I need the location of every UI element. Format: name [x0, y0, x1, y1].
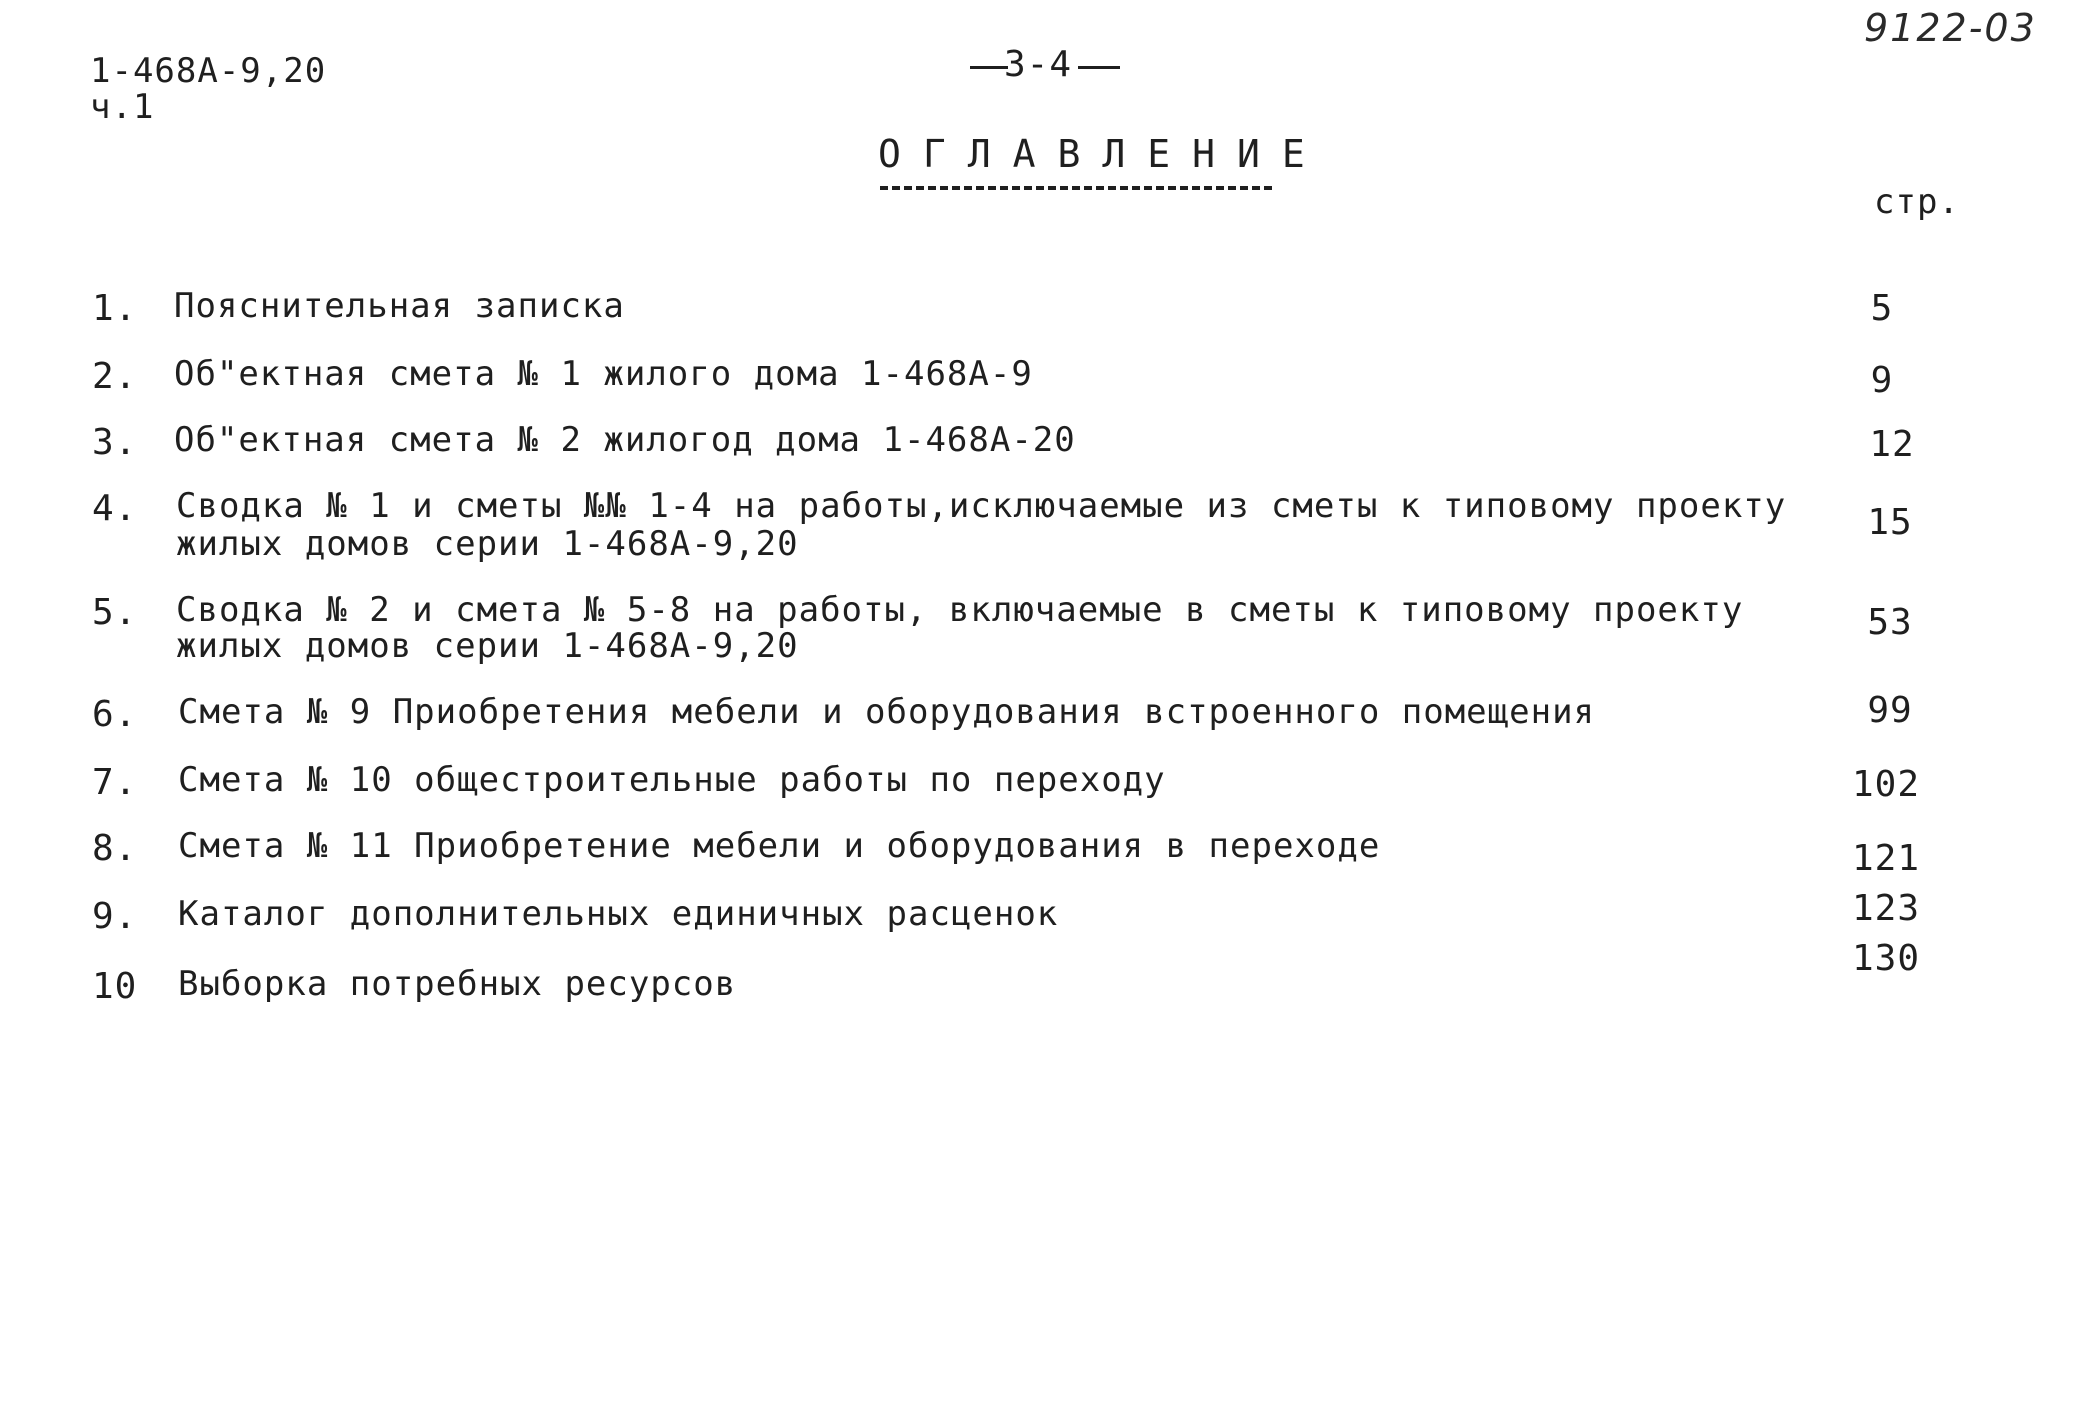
- document-code: 1-468А-9,20: [90, 51, 327, 91]
- entry-title-line: Сводка № 2 и смета № 5-8 на работы, включаемые в сметы к типовому проекту: [176, 590, 1744, 630]
- entry-title-line: жилых домов серии 1-468А-9,20: [176, 626, 799, 666]
- entry-number: 9.: [92, 896, 138, 937]
- entry-page: 130: [1851, 938, 1921, 979]
- entry-page: 12: [1869, 424, 1915, 465]
- entry-number: 3.: [92, 422, 138, 463]
- entry-page: 9: [1870, 360, 1894, 401]
- entry-page: 121: [1851, 838, 1921, 879]
- entry-page: 123: [1851, 888, 1921, 929]
- page-column-header: стр.: [1874, 182, 1960, 222]
- entry-title: Смета № 10 общестроительные работы по переходу: [178, 760, 1166, 800]
- entry-title: Смета № 11 Приобретение мебели и оборудования в переходе: [178, 826, 1381, 866]
- entry-title: Об"ектная смета № 2 жилогод дома 1-468А-20: [174, 420, 1076, 460]
- entry-page: 5: [1870, 288, 1894, 329]
- entry-title: Об"ектная смета № 1 жилого дома 1-468А-9: [174, 354, 1033, 394]
- entry-page: 102: [1851, 764, 1921, 805]
- page-number: 3-4: [1004, 44, 1073, 85]
- entry-number: 10: [92, 966, 138, 1007]
- page-title: ОГЛАВЛЕНИЕ: [878, 132, 1327, 176]
- entry-number: 2.: [92, 356, 138, 397]
- entry-title-line: жилых домов серии 1-468А-9,20: [176, 524, 799, 564]
- entry-title: Смета № 9 Приобретения мебели и оборудования встроенного помещения: [178, 692, 1596, 732]
- title-underline: [880, 186, 1272, 190]
- page-number-dash-left: [970, 66, 1008, 69]
- entry-page: 99: [1867, 690, 1913, 731]
- entry-title: Выборка потребных ресурсов: [178, 964, 737, 1004]
- entry-number: 5.: [92, 592, 138, 633]
- entry-title: Пояснительная записка: [174, 286, 625, 326]
- entry-page: 53: [1867, 602, 1913, 643]
- entry-number: 8.: [92, 828, 138, 869]
- archive-number: 9122-03: [1864, 6, 2037, 50]
- entry-title-line: Сводка № 1 и сметы №№ 1-4 на работы,исключаемые из сметы к типовому проекту: [176, 486, 1787, 526]
- entry-number: 1.: [92, 288, 138, 329]
- page-number-dash-right: [1078, 66, 1120, 69]
- entry-title: Каталог дополнительных единичных расценок: [178, 894, 1059, 934]
- document-part: ч.1: [90, 87, 155, 127]
- entry-page: 15: [1867, 502, 1913, 543]
- entry-number: 6.: [92, 694, 138, 735]
- entry-number: 4.: [92, 488, 138, 529]
- entry-number: 7.: [92, 762, 138, 803]
